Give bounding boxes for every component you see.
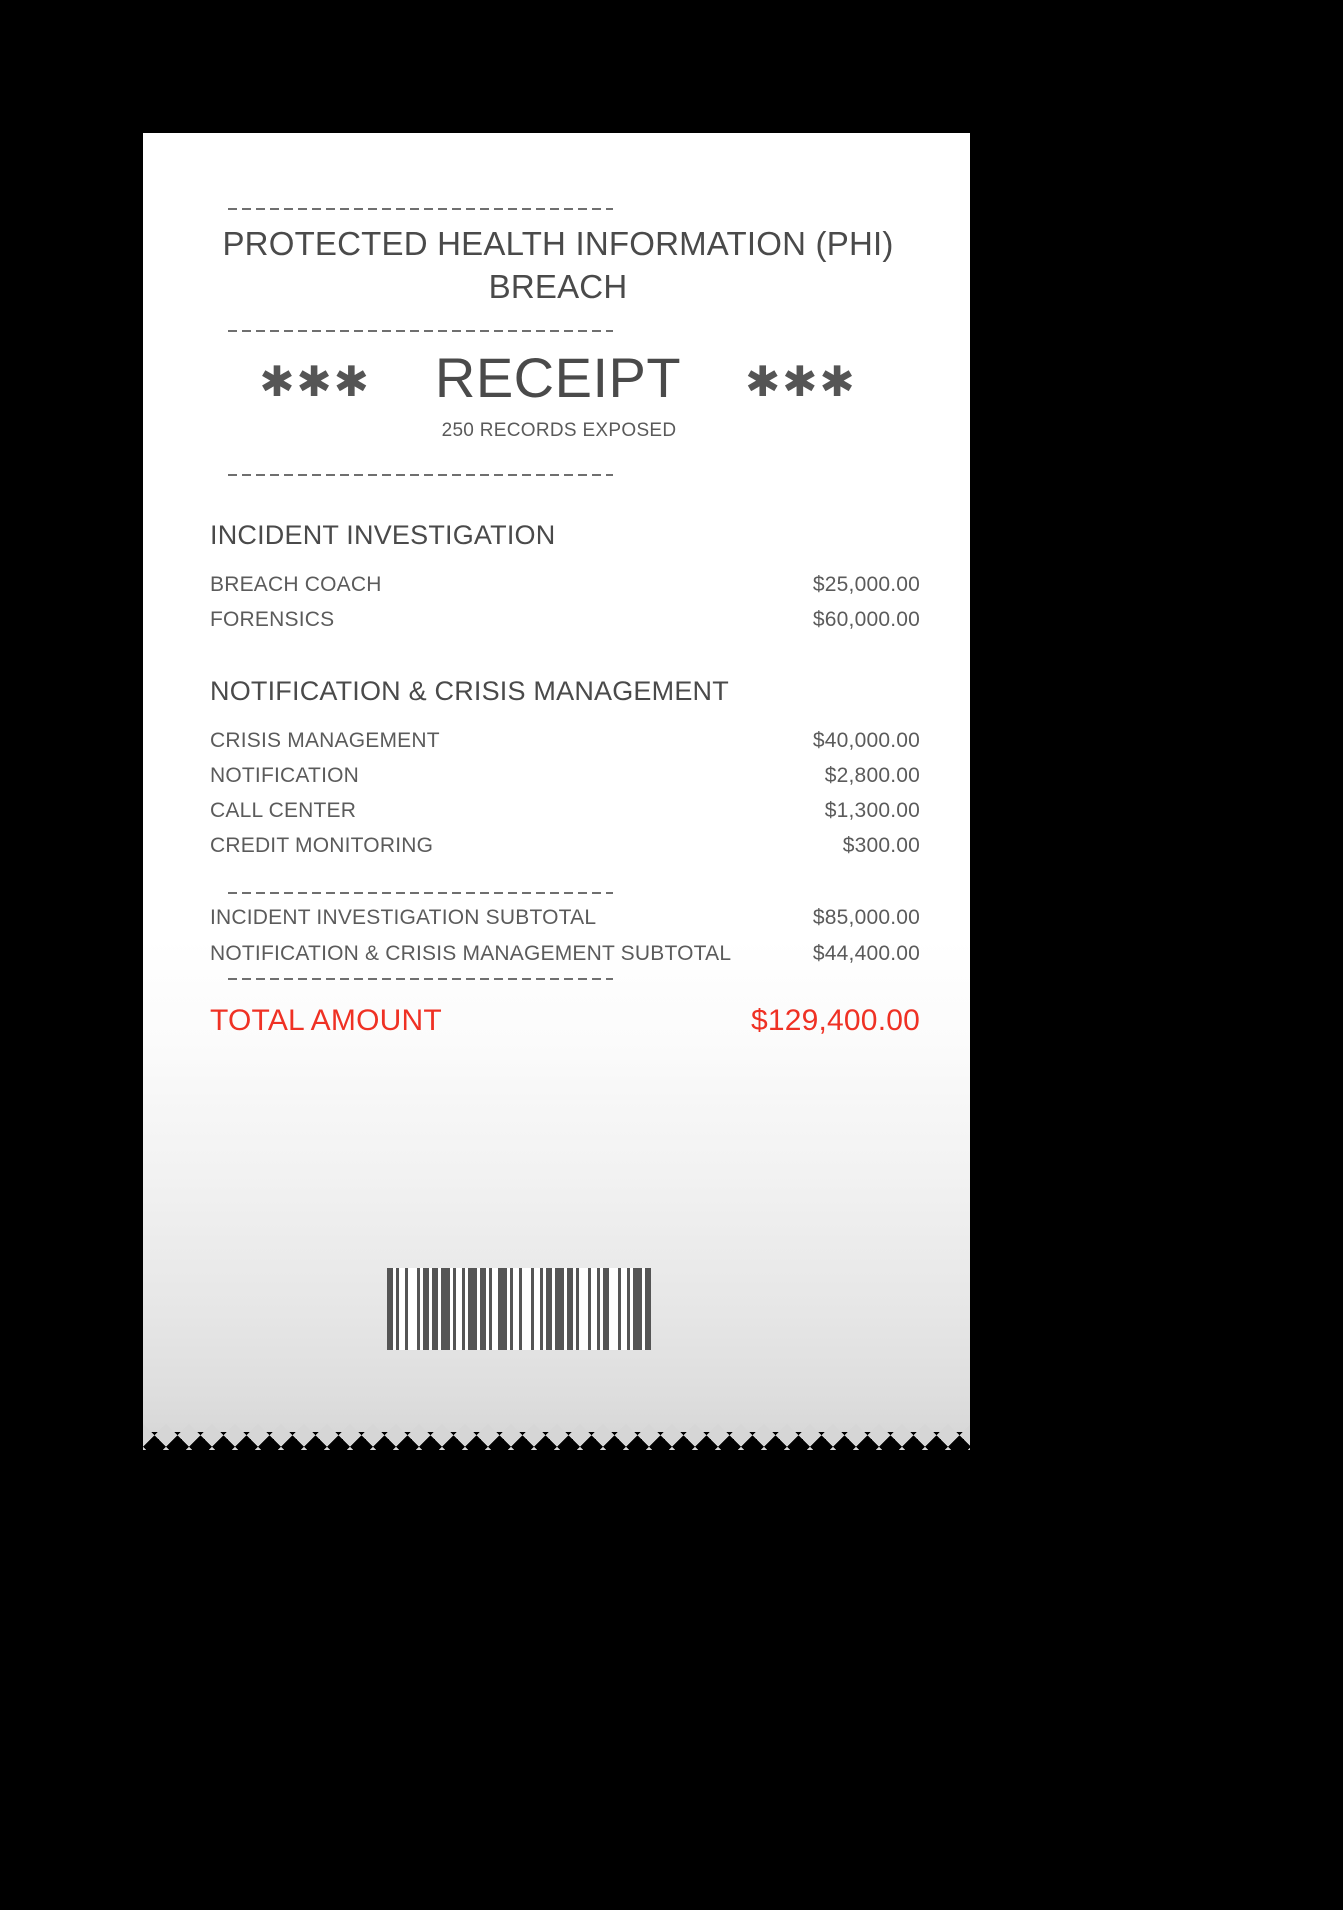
barcode-bar [408,1268,417,1350]
receipt-paper [143,133,970,1432]
list-item [196,764,932,788]
barcode [387,1268,739,1350]
divider-under-title [228,330,613,332]
line-item-label: NOTIFICATION [210,764,360,788]
list-item [196,799,932,823]
line-item-label: FORENSICS [210,608,335,632]
line-item-amount: $1,300.00 [824,799,920,823]
subtotal-row [196,942,932,966]
barcode-bar [441,1268,450,1350]
section-heading-notification-crisis-management: NOTIFICATION & CRISIS MANAGEMENT [210,676,729,707]
barcode-bar [633,1268,642,1350]
line-item-amount: $60,000.00 [812,608,920,632]
barcode-bar [522,1268,531,1350]
barcode-bar [555,1268,564,1350]
asterisks-left-icon: ✱✱✱ [259,358,371,406]
section-items-incident-investigation [196,573,932,632]
line-item-label: CREDIT MONITORING [210,834,434,858]
receipt-torn-edge [143,1424,970,1450]
divider-under-subtitle [228,474,613,476]
subtotal-row [196,906,932,930]
list-item [196,729,932,753]
subtotals-group [196,906,932,966]
line-item-label: CALL CENTER [210,799,357,823]
divider-below-subtotals [228,978,613,980]
subtotal-amount: $85,000.00 [812,906,920,930]
subtotal-label: NOTIFICATION & CRISIS MANAGEMENT SUBTOTAL [210,942,732,966]
barcode-bar [468,1268,477,1350]
section-heading-incident-investigation: INCIDENT INVESTIGATION [210,520,556,551]
total-label: TOTAL AMOUNT [210,1004,442,1038]
barcode-bar [579,1268,588,1350]
divider-above-subtotals [228,892,613,894]
line-item-amount: $300.00 [842,834,920,858]
barcode-bar [498,1268,507,1350]
subtotal-label: INCIDENT INVESTIGATION SUBTOTAL [210,906,597,930]
line-item-amount: $25,000.00 [812,573,920,597]
line-item-amount: $2,800.00 [824,764,920,788]
total-row [196,1004,932,1038]
line-item-label: BREACH COACH [210,573,382,597]
divider-top [228,208,613,210]
receipt-headline [196,346,932,410]
asterisks-right-icon: ✱✱✱ [745,358,857,406]
subtotal-amount: $44,400.00 [812,942,920,966]
barcode-bar [645,1268,651,1350]
list-item [196,834,932,858]
total-amount: $129,400.00 [750,1004,920,1038]
receipt-word: RECEIPT [434,346,682,410]
line-item-label: CRISIS MANAGEMENT [210,729,440,753]
list-item [196,573,932,597]
page-title: PROTECTED HEALTH INFORMATION (PHI) BREACH [222,225,894,305]
list-item [196,608,932,632]
barcode-bar [609,1268,618,1350]
receipt-content [143,133,970,1038]
records-exposed-subtitle: 250 RECORDS EXPOSED [441,420,677,442]
line-item-amount: $40,000.00 [812,729,920,753]
section-items-notification-crisis-management [196,729,932,858]
